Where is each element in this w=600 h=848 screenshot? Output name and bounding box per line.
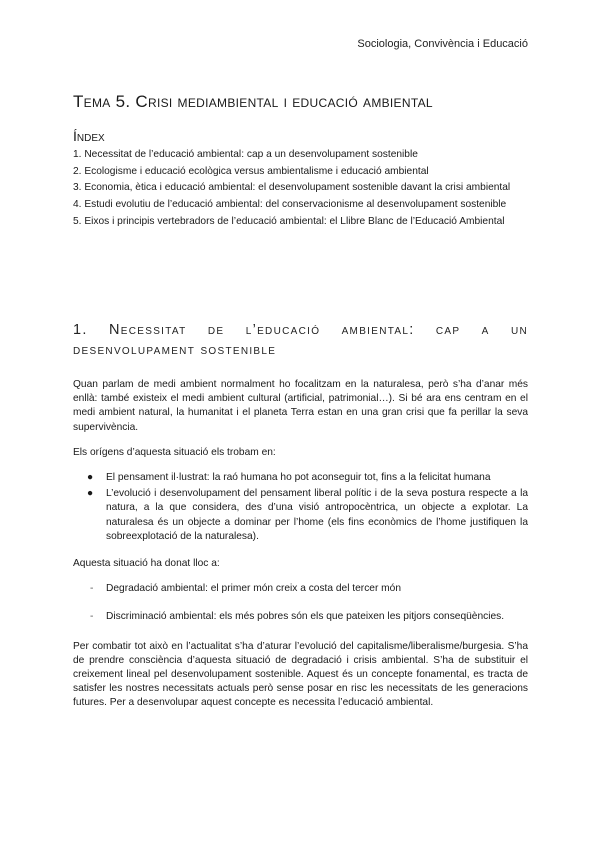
dash-list bbox=[73, 582, 528, 624]
list-item bbox=[73, 610, 528, 624]
list-item-text: El pensament il·lustrat: la raó humana ho pot aconseguir tot, fins a la felicitat humana bbox=[106, 472, 491, 484]
paragraph: Aquesta situació ha donat lloc a: bbox=[73, 558, 220, 570]
list-item-text: Degradació ambiental: el primer món creix a costa del tercer món bbox=[106, 583, 401, 595]
bullet-icon: ● bbox=[87, 488, 94, 500]
list-item bbox=[73, 582, 528, 596]
index-item: 3. Economia, ètica i educació ambiental: el desenvolupament sostenible davant la crisi ambiental bbox=[73, 182, 511, 194]
dash-icon: - bbox=[90, 583, 94, 595]
index-list bbox=[73, 148, 528, 229]
paragraph: Quan parlam de medi ambient normalment ho focalitzam en la naturalesa, però s’ha d’anar més enllà: també existeix el medi ambient cultural (artificial, patrimonial…). Si bé ara ens centram en el medi ambient natural, la humanitat i el planeta Terra estan en una gran crisi que fa perillar la seva supervivència. bbox=[73, 379, 528, 433]
list-item-text: L’evolució i desenvolupament del pensament liberal polític i de la seva postura respecte a la natura, a la que considera, des d’una visió antropocèntrica, un objecte a explotar. La naturalesa és un objecte a dominar per l’home (els fins econòmics de l’home justifiquen la sobreexplotació de la naturalesa). bbox=[106, 488, 528, 542]
table-of-contents bbox=[73, 128, 528, 231]
index-heading: Índex bbox=[73, 128, 105, 144]
list-item-text: Discriminació ambiental: els més pobres són els que pateixen les pitjors conseqüències. bbox=[106, 611, 505, 623]
section-body bbox=[73, 378, 528, 722]
list-item bbox=[73, 487, 528, 544]
running-header: Sociologia, Convivència i Educació bbox=[357, 38, 528, 50]
index-item: 2. Ecologisme i educació ecològica versus ambientalisme i educació ambiental bbox=[73, 165, 429, 177]
bullet-icon: ● bbox=[87, 472, 94, 484]
dash-icon: - bbox=[90, 611, 94, 623]
page-title: Tema 5. Crisi mediambiental i educació ambiental bbox=[73, 92, 433, 111]
paragraph: Els orígens d’aquesta situació els trobam en: bbox=[73, 446, 276, 458]
index-item: 5. Eixos i principis vertebradors de l’educació ambiental: el Llibre Blanc de l’Educació Ambiental bbox=[73, 215, 505, 227]
paragraph: Per combatir tot això en l’actualitat s’ha d’aturar l’evolució del capitalisme/liberalisme/burgesia. S’ha de prendre consciència d’aquesta situació de degradació i crisis ambiental. S’ha de substituir el creixement lineal pel desenvolupament sostenible. Aquest és un concepte fonamental, es tracta de satisfer les nostres necessitats actuals però sense posar en risc les necessitats de les generacions futures. Per a desenvolupar aquest concepte es necessita l’educació ambiental. bbox=[73, 640, 528, 709]
index-item: 1. Necessitat de l’educació ambiental: cap a un desenvolupament sostenible bbox=[73, 149, 418, 160]
list-item bbox=[73, 471, 528, 485]
index-item: 4. Estudi evolutiu de l’educació ambiental: del conservacionisme al desenvolupament sostenible bbox=[73, 199, 507, 211]
section-heading: 1. Necessitat de l’educació ambiental: cap a un desenvolupament sostenible bbox=[73, 322, 528, 358]
bullet-list bbox=[73, 471, 528, 544]
